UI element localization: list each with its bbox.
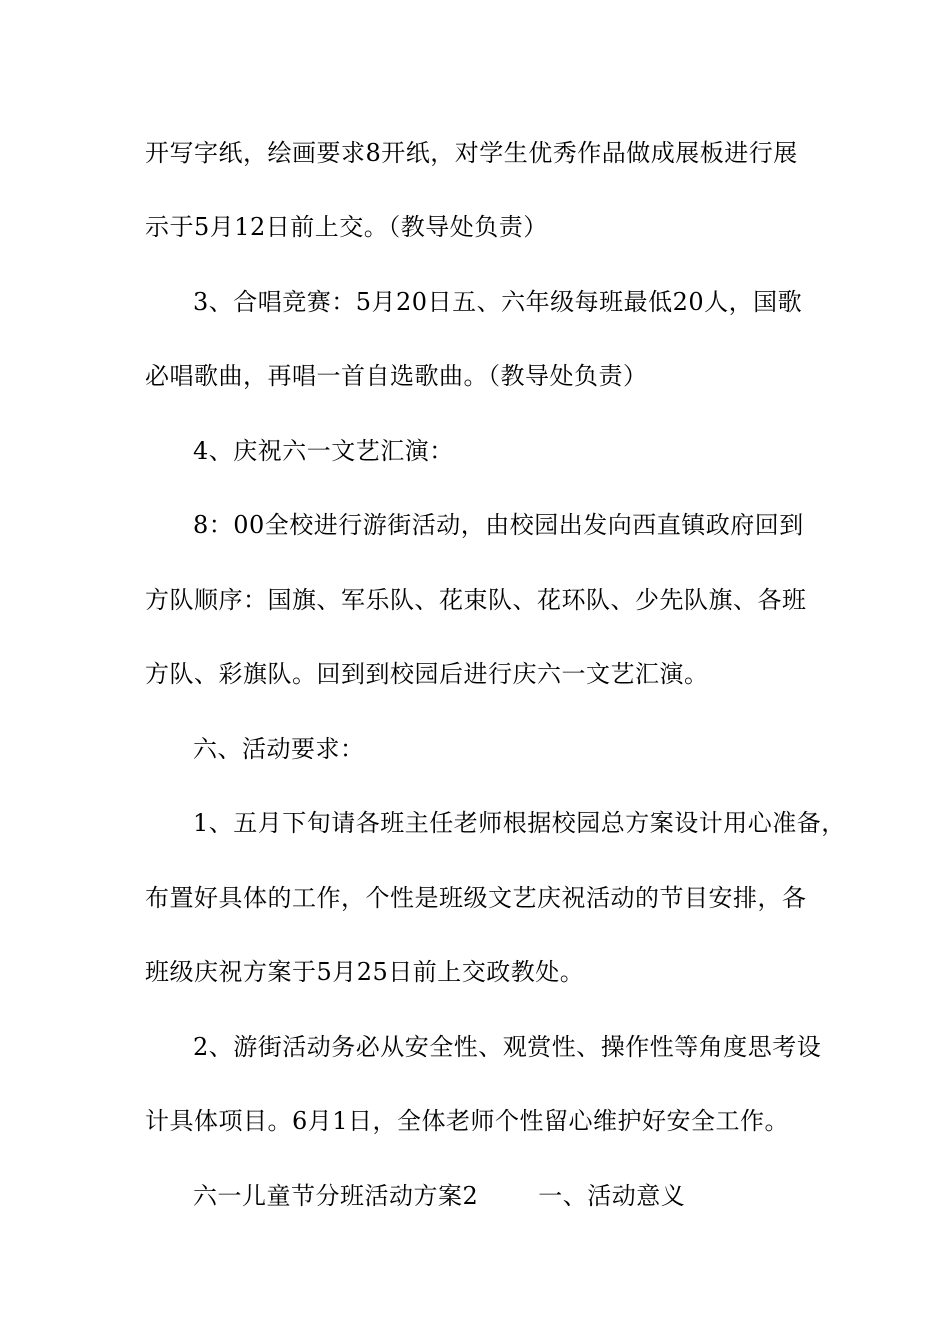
paragraph-line: 3、合唱竞赛：5月20日五、六年级每班最低20人，国歌 bbox=[193, 288, 803, 316]
paragraph-line: 方队、彩旗队。回到到校园后进行庆六一文艺汇演。 bbox=[145, 660, 709, 688]
document-title: 六一儿童节分班活动方案2 bbox=[193, 1182, 479, 1210]
final-line bbox=[193, 1180, 873, 1212]
paragraph-line: 2、游街活动务必从安全性、观赏性、操作性等角度思考设 bbox=[193, 1033, 822, 1061]
paragraph-line: 方队顺序：国旗、军乐队、花束队、花环队、少先队旗、各班 bbox=[145, 586, 807, 614]
paragraph-line: 班级庆祝方案于5月25日前上交政教处。 bbox=[145, 958, 585, 986]
paragraph-line: 8：00全校进行游街活动，由校园出发向西直镇政府回到 bbox=[193, 511, 804, 539]
paragraph-line: 示于5月12日前上交。（教导处负责） bbox=[145, 213, 548, 241]
paragraph-line: 4、庆祝六一文艺汇演： bbox=[193, 437, 454, 465]
paragraph-line: 开写字纸，绘画要求8开纸，对学生优秀作品做成展板进行展 bbox=[145, 139, 798, 167]
paragraph-line: 布置好具体的工作，个性是班级文艺庆祝活动的节目安排，各 bbox=[145, 884, 807, 912]
paragraph-line: 计具体项目。6月1日，全体老师个性留心维护好安全工作。 bbox=[145, 1107, 790, 1135]
paragraph-line: 1、五月下旬请各班主任老师根据校园总方案设计用心准备， bbox=[193, 809, 846, 837]
section-heading: 一、活动意义 bbox=[538, 1182, 686, 1210]
section-heading: 六、活动要求： bbox=[193, 735, 365, 763]
paragraph-line: 必唱歌曲，再唱一首自选歌曲。（教导处负责） bbox=[145, 362, 648, 390]
